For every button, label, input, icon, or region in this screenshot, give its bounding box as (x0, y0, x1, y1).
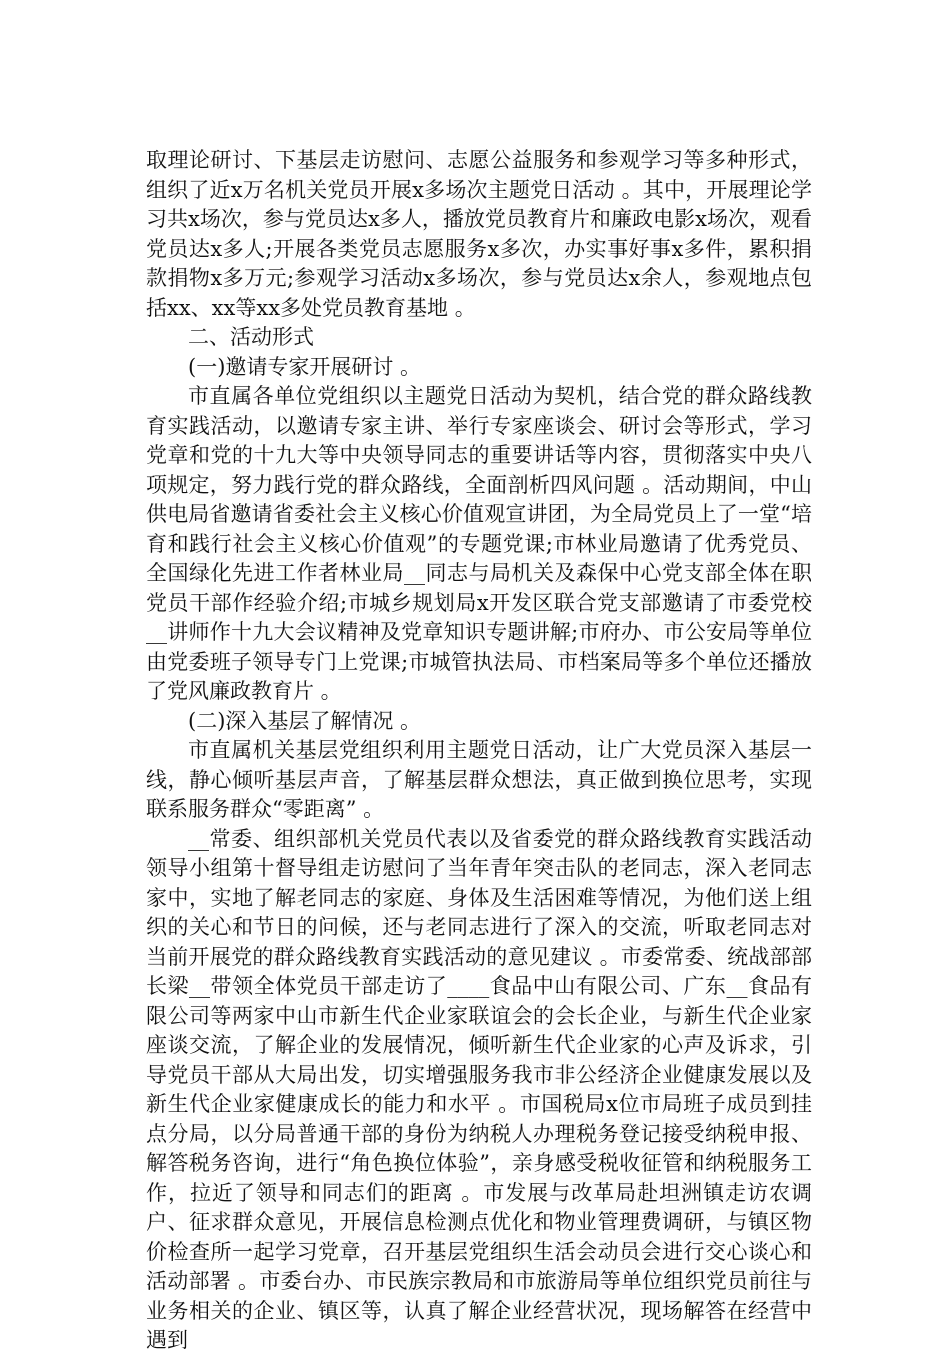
body-paragraph: 市直属机关基层党组织利用主题党日活动，让广大党员深入基层一线，静心倾听基层声音，了解基层群众想法，真正做到换位思考，实现联系服务群众“零距离” 。 (146, 738, 812, 821)
body-paragraph: 市直属各单位党组织以主题党日活动为契机，结合党的群众路线教育实践活动，以邀请专家主讲、举行专家座谈会、研讨会等形式，学习党章和党的十九大等中央领导同志的重要讲话等内容，贯彻落实中央八项规定，努力践行党的群众路线，全面剖析四风问题 。活动期间，中山供电局省邀请省委社会主义核心价值观宣讲团，为全局党员上了一堂“培育和践行社会主义核心价值观”的专题党课;市林业局邀请了优秀党员、全国绿化先进工作者林业局__同志与局机关及森保中心党支部全体在职党员干部作经验介绍;市城乡规划局x开发区联合党支部邀请了市委党校__讲师作十九大会议精神及党章知识专题讲解;市府办、市公安局等单位由党委班子领导专门上党课;市城管执法局、市档案局等多个单位还播放了党风廉政教育片 。 (146, 384, 812, 703)
subsection-heading: (一)邀请专家开展研讨 。 (188, 354, 422, 379)
body-paragraph: __常委、组织部机关党员代表以及省委党的群众路线教育实践活动领导小组第十督导组走访慰问了当年青年突击队的老同志，深入老同志家中，实地了解老同志的家庭、身体及生活困难等情况，为他们送上组织的关心和节日的问候，还与老同志进行了深入的交流，听取老同志对当前开展党的群众路线教育实践活动的意见建议 。市委常委、统战部部长梁__带领全体党员干部走访了____食品中山有限公司、广东__食品有限公司等两家中山市新生代企业家联谊会的会长企业，与新生代企业家座谈交流，了解企业的发展情况，倾听新生代企业家的心声及诉求，引导党员干部从大局出发，切实增强服务我市非公经济企业健康发展以及新生代企业家健康成长的能力和水平 。市国税局x位市局班子成员到挂点分局，以分局普通干部的身份为纳税人办理税务登记接受纳税申报、解答税务咨询，进行“角色换位体验”，亲身感受税收征管和纳税服务工作，拉近了领导和同志们的距离 。市发展与改革局赴坦洲镇走访农调户、征求群众意见，开展信息检测点优化和物业管理费调研，与镇区物价检查所一起学习党章，召开基层党组织生活会动员会进行交心谈心和活动部署 。市委台办、市民族宗教局和市旅游局等单位组织党员前往与业务相关的企业、镇区等，认真了解企业经营状况，现场解答在经营中遇到 (146, 826, 812, 1352)
subsection-heading: (二)深入基层了解情况 。 (188, 708, 422, 733)
document-page (146, 146, 812, 1356)
section-heading: 二、活动形式 (188, 325, 314, 349)
body-paragraph: 取理论研讨、下基层走访慰问、志愿公益服务和参观学习等多种形式，组织了近x万名机关党员开展x多场次主题党日活动 。其中，开展理论学习共x场次，参与党员达x多人，播放党员教育片和廉政电影x场次，观看党员达x多人;开展各类党员志愿服务x多次，办实事好事x多件，累积捐款捐物x多万元;参观学习活动x多场次，参与党员达x余人，参观地点包括xx、xx等xx多处党员教育基地 。 (146, 148, 812, 320)
